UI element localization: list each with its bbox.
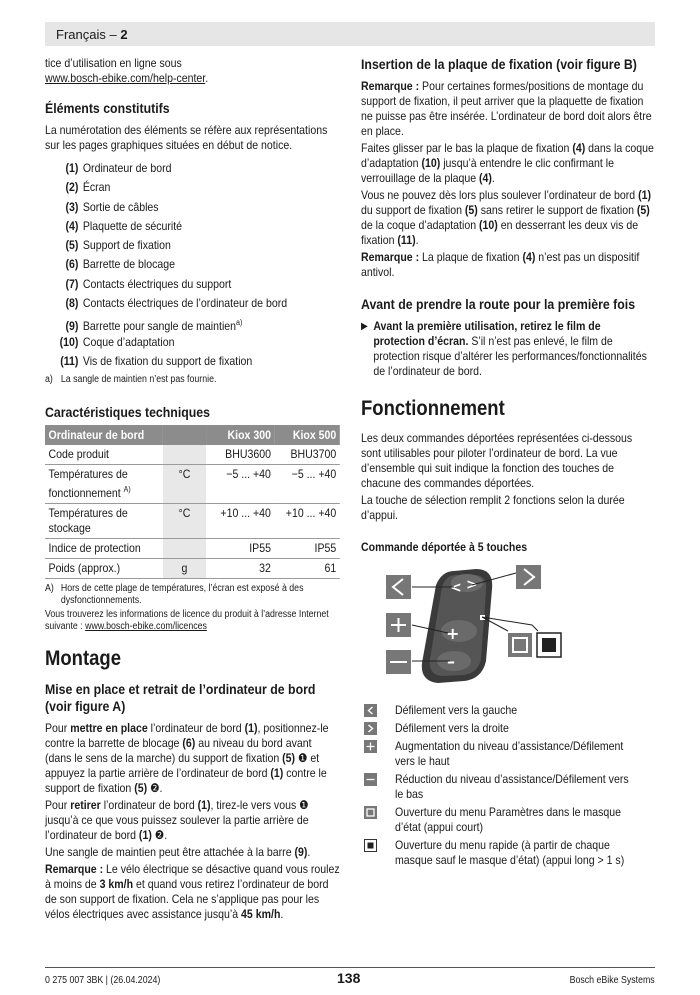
specs-kiox500: IP55 xyxy=(274,539,339,559)
t: Faites glisser par le bas la plaque de fixation xyxy=(361,141,573,155)
legend-text: Ouverture du menu Paramètres dans le masque d’état (appui court) xyxy=(395,805,621,834)
legend-text: Ouverture du menu rapide (à partir de chaque masque sauf le masque d’état) (appui long > 1 s) xyxy=(395,838,625,867)
specs-sup: A) xyxy=(123,485,131,495)
callout-minus-icon xyxy=(386,650,411,674)
fonctionnement-title: Fonctionnement xyxy=(361,397,505,420)
specs-label xyxy=(45,559,163,579)
specs-kiox500: 61 xyxy=(274,559,339,579)
t: (10) xyxy=(421,156,441,170)
specs-label-text: Températures de stockage xyxy=(48,506,128,536)
t: (1) xyxy=(244,721,258,736)
t: Avant la première utilisation, retirez le film de protection d’écran. xyxy=(373,319,601,348)
component-item xyxy=(45,236,340,255)
avant-bullet xyxy=(361,319,655,379)
select-short-icon xyxy=(364,806,377,819)
t: (6) xyxy=(182,736,196,751)
specs-footnote-text: Hors de cette plage de températures, l’écran est exposé à des dysfonctionnements. xyxy=(60,583,304,607)
callout-select-long-icon xyxy=(537,633,561,657)
t: La plaque de fixation xyxy=(419,250,523,264)
remote-legend xyxy=(361,703,661,871)
components-footnote xyxy=(45,373,340,386)
component-label: Contacts électriques de l’ordinateur de bord xyxy=(82,296,288,311)
t: ❷. xyxy=(147,781,163,796)
license-label: Vous trouverez les informations de licence du produit à l’adresse Internet suivante : xyxy=(45,609,329,633)
t: n’est pas un dispositif antivol. xyxy=(361,250,640,279)
legend-text: Réduction du niveau d’assistance/Défilement vers le bas xyxy=(395,772,629,801)
legend-text: Augmentation du niveau d’assistance/Défilement vers le haut xyxy=(395,739,624,768)
right-column xyxy=(361,56,655,562)
specs-label xyxy=(45,539,163,559)
legend-item xyxy=(361,805,661,835)
t: . xyxy=(307,845,311,860)
component-label: Ordinateur de bord xyxy=(82,161,172,175)
t: (4) xyxy=(479,171,492,185)
component-item xyxy=(45,294,340,313)
header-language: Français xyxy=(56,27,106,42)
t: retirer xyxy=(70,798,101,813)
t: du support de fixation xyxy=(361,203,465,217)
specs-label-text: Code produit xyxy=(48,447,109,462)
left-column xyxy=(45,56,340,924)
svg-text:<: < xyxy=(450,580,462,596)
component-label: Coque d’adaptation xyxy=(82,334,175,349)
component-sup: a) xyxy=(236,318,243,328)
minus-icon xyxy=(364,773,377,786)
insertion-paragraph-3 xyxy=(361,188,655,248)
footer-code: 0 275 007 3BK | (26.04.2024) xyxy=(45,975,161,986)
specs-header-kiox300: Kiox 300 xyxy=(206,425,275,445)
component-item xyxy=(45,217,340,236)
component-number: (11) xyxy=(60,353,79,368)
header-sep: – xyxy=(105,27,121,42)
t: Pour xyxy=(45,798,71,813)
specs-kiox300: IP55 xyxy=(206,539,275,559)
specs-footnote-mark: A) xyxy=(45,583,54,595)
specs-kiox500: +10 ... +40 xyxy=(274,504,339,539)
mise-paragraph-3 xyxy=(45,845,340,860)
specs-kiox300: +10 ... +40 xyxy=(206,504,275,539)
avant-title: Avant de prendre la route pour la première fois xyxy=(361,296,636,312)
t: (4) xyxy=(572,141,586,155)
footnote-mark: a) xyxy=(45,374,53,386)
t: (1) xyxy=(138,828,152,843)
t: au niveau du bord avant (dans le sens de la marche) du support de fixation xyxy=(45,736,312,766)
component-label: Plaquette de sécurité xyxy=(82,218,183,233)
legend-item xyxy=(361,721,661,736)
remote-control-illustration xyxy=(384,563,569,688)
montage-title: Montage xyxy=(45,647,121,671)
t: et quand vous retirez l’ordinateur de bord de son support de fixation. Cela ne s’applique pas pour les vélos électriques avec assistance jusqu’à xyxy=(45,877,329,922)
t: Le vélo électrique se désactive quand vous roulez à moins de xyxy=(45,862,340,892)
svg-text:–: – xyxy=(447,652,455,671)
component-item xyxy=(45,159,340,178)
t: de la coque d’adaptation xyxy=(361,218,480,232)
callout-chevron-right-icon xyxy=(516,565,541,589)
component-number: (3) xyxy=(65,199,79,214)
footer-page-number: 138 xyxy=(337,970,361,986)
component-number: (5) xyxy=(65,238,79,253)
specs-kiox300: −5 ... +40 xyxy=(206,465,275,504)
intro-end: . xyxy=(205,71,209,85)
component-number: (1) xyxy=(65,161,79,175)
specs-kiox300: 32 xyxy=(206,559,275,579)
component-number: (9) xyxy=(65,319,79,334)
component-number: (7) xyxy=(65,276,79,291)
specs-row xyxy=(45,504,340,539)
license-link[interactable]: www.bosch-ebike.com/licences xyxy=(85,621,207,633)
t: . xyxy=(415,233,419,247)
t: Remarque : xyxy=(361,79,420,93)
t: (5) xyxy=(134,781,148,796)
t: Pour xyxy=(45,721,71,736)
footnote-text: La sangle de maintien n’est pas fournie. xyxy=(60,374,217,386)
t: . xyxy=(491,171,495,185)
page-header xyxy=(56,27,128,42)
specs-label-text: Poids (approx.) xyxy=(48,561,121,576)
t: (10) xyxy=(479,218,498,232)
t: . xyxy=(280,907,284,922)
t: 3 km/h xyxy=(99,877,134,892)
header-page-num: 2 xyxy=(120,27,128,42)
intro-text xyxy=(45,56,340,86)
t: (1) xyxy=(197,798,211,813)
t: en desserrant les deux vis de fixation xyxy=(361,218,639,247)
specs-row xyxy=(45,445,340,465)
specs-header-label: Ordinateur de bord xyxy=(45,425,163,445)
t: ❷. xyxy=(151,828,168,843)
component-label: Vis de fixation du support de fixation xyxy=(82,353,253,368)
specs-unit: °C xyxy=(163,504,205,539)
specs-unit xyxy=(163,539,205,559)
t: Pour certaines formes/positions de montage du support de fixation, il peut arriver que la plaquette de fixation ne puisse pas être insérée. L’ordinateur de bord doit alors être en place. xyxy=(361,79,652,138)
component-label: Sortie de câbles xyxy=(82,199,159,214)
avant-bullet-text xyxy=(373,319,655,379)
component-item xyxy=(45,198,340,217)
component-number: (8) xyxy=(65,296,79,311)
callout-chevron-left-icon xyxy=(386,575,411,599)
mise-paragraph-1 xyxy=(45,721,340,796)
specs-label xyxy=(45,465,163,504)
bullet-triangle-icon: ▶ xyxy=(361,321,368,332)
footer-divider xyxy=(45,967,655,968)
components-intro: La numérotation des éléments se réfère aux représentations sur les pages graphiques situées en début de notice. xyxy=(45,123,328,152)
component-number: (2) xyxy=(65,180,79,195)
specs-label-text: Températures de fonctionnement xyxy=(48,467,128,501)
specs-row xyxy=(45,465,340,504)
mise-title: Mise en place et retrait de l’ordinateur de bord (voir figure A) xyxy=(45,681,316,715)
specs-footnote xyxy=(45,583,340,607)
t: (4) xyxy=(522,250,536,264)
footer-brand-text: Bosch eBike Systems xyxy=(569,975,655,986)
specs-label-text: Indice de protection xyxy=(48,541,141,556)
t: Vous ne pouvez dès lors plus soulever l’ordinateur de bord xyxy=(361,188,639,202)
t: dans la coque d’adaptation xyxy=(361,141,654,170)
component-label: Écran xyxy=(82,180,111,195)
svg-text:+: + xyxy=(446,624,460,643)
svg-text:>: > xyxy=(466,577,478,593)
remote-body xyxy=(422,569,492,683)
t: (9) xyxy=(294,845,308,860)
specs-label xyxy=(45,504,163,539)
component-item xyxy=(45,333,340,352)
intro-line: tice d’utilisation en ligne sous xyxy=(45,56,182,70)
specs-label xyxy=(45,445,163,465)
specs-header-unit xyxy=(163,425,205,445)
fonct-paragraph-2: La touche de sélection remplit 2 fonctions selon la durée d’appui. xyxy=(361,493,625,522)
specs-kiox300: BHU3600 xyxy=(206,445,275,465)
insertion-remark-2 xyxy=(361,250,655,280)
component-item xyxy=(45,275,340,294)
t: 45 km/h xyxy=(241,907,281,922)
select-long-icon xyxy=(364,839,377,852)
specs-kiox500: BHU3700 xyxy=(274,445,339,465)
specs-title: Caractéristiques techniques xyxy=(45,404,211,421)
legend-item xyxy=(361,838,661,868)
header-bar xyxy=(45,22,655,46)
t: Une sangle de maintien peut être attachée à la barre xyxy=(45,845,295,860)
license-text xyxy=(45,609,340,633)
t: , tirez-le vers vous ❶ jusqu’à ce que vous puissez soulever la partie arrière de l’ordinateur de bord xyxy=(45,798,309,843)
specs-kiox500: −5 ... +40 xyxy=(274,465,339,504)
specs-unit xyxy=(163,445,205,465)
components-list xyxy=(45,159,340,371)
callout-select-short-icon xyxy=(508,633,532,657)
t: l’ordinateur de bord xyxy=(147,721,245,736)
footer-brand xyxy=(558,973,655,988)
legend-item xyxy=(361,739,661,769)
t: (5) xyxy=(464,203,478,217)
component-item xyxy=(45,178,340,197)
specs-row xyxy=(45,559,340,579)
t: (1) xyxy=(638,188,651,202)
help-center-link[interactable]: www.bosch-ebike.com/help-center xyxy=(45,71,206,85)
t: sans retirer le support de fixation xyxy=(477,203,637,217)
chevron-left-icon xyxy=(364,704,377,717)
component-label: Barrette de blocage xyxy=(82,257,176,272)
specs-row xyxy=(45,539,340,559)
component-number: (4) xyxy=(65,218,79,233)
insertion-title: Insertion de la plaque de fixation (voir figure B) xyxy=(361,56,637,72)
t: (11) xyxy=(397,233,416,247)
t: Remarque : xyxy=(361,250,420,264)
insertion-remark xyxy=(361,79,655,139)
specs-header-kiox500: Kiox 500 xyxy=(274,425,339,445)
plus-icon xyxy=(364,740,377,753)
specs-unit: g xyxy=(163,559,205,579)
component-label: Barrette pour sangle de maintien xyxy=(82,319,237,334)
legend-item xyxy=(361,772,661,802)
callout-plus-icon xyxy=(386,613,411,637)
t: jusqu’à entendre le clic confirmant le verrouillage de la plaque xyxy=(361,156,615,185)
component-label: Contacts électriques du support xyxy=(82,276,232,291)
t: (1) xyxy=(270,766,284,781)
mise-paragraph-2 xyxy=(45,798,340,843)
components-title: Éléments constitutifs xyxy=(45,100,170,116)
component-number: (10) xyxy=(59,334,79,349)
chevron-right-icon xyxy=(364,722,377,735)
mise-remark xyxy=(45,862,340,922)
legend-text: Défilement vers la gauche xyxy=(395,703,518,717)
t: mettre en place xyxy=(70,721,148,736)
fonct-paragraph-1: Les deux commandes déportées représentées ci-dessous sont utilisables pour piloter l’ordinateur de bord. La vue d’ensemble qui suit indique la fonction des touches de chacune des commandes déportées. xyxy=(361,431,633,490)
legend-text: Défilement vers la droite xyxy=(395,721,509,735)
specs-header-row xyxy=(45,425,340,445)
specs-table xyxy=(45,425,340,579)
component-number: (6) xyxy=(65,257,79,272)
component-item xyxy=(45,255,340,274)
t: (5) xyxy=(282,751,296,766)
component-label: Support de fixation xyxy=(82,238,171,253)
t: , positionnez-le contre la barrette de blocage xyxy=(45,721,329,751)
insertion-paragraph-2 xyxy=(361,141,655,186)
t: l’ordinateur de bord xyxy=(100,798,198,813)
component-item xyxy=(45,352,340,371)
remote-title: Commande déportée à 5 touches xyxy=(361,540,528,554)
component-item xyxy=(45,313,340,332)
t: contre le support de fixation xyxy=(45,766,327,796)
t: Remarque : xyxy=(45,862,104,877)
t: ❶ et appuyez la partie arrière de l’ordinateur de bord xyxy=(45,751,320,781)
t: S’il n’est pas enlevé, le film de protection risque d’altérer les performances/fonctionnalités de l’ordinateur de bord. xyxy=(373,334,647,378)
specs-unit: °C xyxy=(163,465,205,504)
t: (5) xyxy=(636,203,650,217)
legend-item xyxy=(361,703,661,718)
